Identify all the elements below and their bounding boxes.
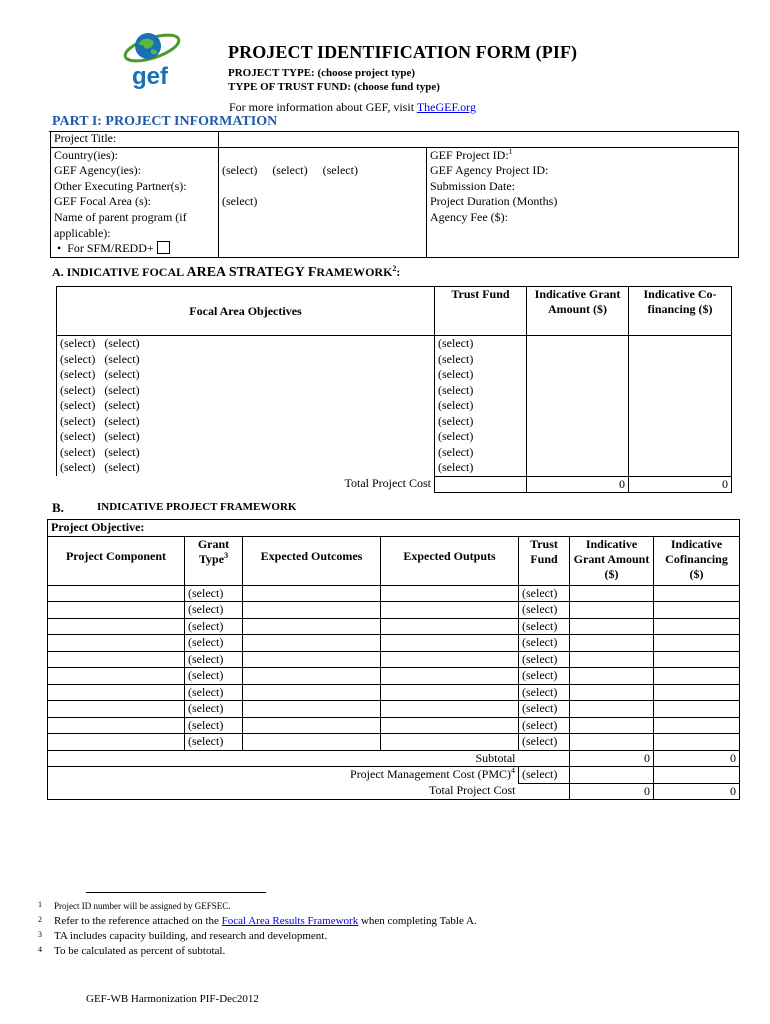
grant-amount-cell[interactable] (570, 734, 654, 751)
trust-fund-header-b: Trust Fund (519, 536, 570, 585)
objective-select[interactable]: (select) (104, 382, 140, 397)
grant-header-b: Indicative Grant Amount ($) (570, 536, 654, 585)
grant-amount-cell[interactable] (527, 352, 629, 368)
grant-type-select[interactable]: (select) (185, 585, 243, 602)
grant-type-select[interactable]: (select) (185, 635, 243, 652)
component-cell[interactable] (48, 734, 185, 751)
total-cost-label-b: Total Project Cost (48, 783, 519, 800)
country-field[interactable] (219, 147, 427, 163)
objective-select[interactable]: (select) (60, 429, 96, 443)
pmc-fund-select[interactable]: (select) (519, 767, 570, 784)
trust-fund-select[interactable]: (select) (519, 668, 570, 685)
total-fund-a (435, 476, 527, 493)
cofinancing-cell[interactable] (654, 701, 740, 718)
objective-select[interactable]: (select) (60, 336, 96, 350)
cofinancing-cell[interactable] (654, 668, 740, 685)
component-cell[interactable] (48, 701, 185, 718)
gef-agency-field (219, 163, 427, 179)
trust-fund-select[interactable]: (select) (435, 445, 527, 461)
grant-type-select[interactable]: (select) (185, 618, 243, 635)
project-objective-label: Project Objective: (48, 520, 740, 537)
sfm-redd-option: • For SFM/REDD+ (54, 241, 215, 257)
focal-area-table (56, 286, 732, 493)
outcomes-cell[interactable] (243, 684, 381, 701)
project-type-label: PROJECT TYPE: (228, 67, 315, 79)
submission-date-label: Submission Date: (427, 179, 739, 195)
cofinancing-cell[interactable] (629, 383, 732, 399)
grant-header-a: Indicative Grant Amount ($) (527, 287, 629, 336)
project-type-select[interactable]: (choose project type) (317, 67, 415, 79)
objective-select[interactable]: (select) (104, 444, 140, 459)
objective-select[interactable]: (select) (60, 367, 96, 381)
outcomes-cell[interactable] (243, 602, 381, 619)
objective-select[interactable]: (select) (104, 460, 140, 474)
outcomes-cell[interactable] (243, 701, 381, 718)
focal-area-results-link[interactable]: Focal Area Results Framework (221, 915, 359, 927)
pmc-cofinancing[interactable] (654, 767, 740, 784)
more-info-text (229, 100, 476, 115)
focal-objectives-header: Focal Area Objectives (57, 287, 435, 336)
agency-fee-label: Agency Fee ($): (427, 210, 739, 258)
footnote-1: 1 Project ID number will be assigned by GEFSEC. (38, 900, 231, 911)
pmc-label: Project Management Cost (PMC)$^4$ (48, 767, 519, 784)
component-cell[interactable] (48, 618, 185, 635)
focal-objective-row (57, 383, 732, 399)
objective-select[interactable]: (select) (104, 398, 140, 412)
project-title-field[interactable] (219, 131, 739, 147)
grant-type-select[interactable]: (select) (185, 668, 243, 685)
project-component-row (48, 684, 740, 701)
cofinancing-cell[interactable] (654, 717, 740, 734)
outcomes-cell[interactable] (243, 585, 381, 602)
outcomes-cell[interactable] (243, 668, 381, 685)
more-info-label: For more information about GEF, visit (229, 100, 417, 114)
outputs-header: Expected Outputs (381, 536, 519, 585)
trust-fund-select[interactable]: (select) (519, 651, 570, 668)
total-grant-a: 0 (527, 476, 629, 493)
outcomes-cell[interactable] (243, 717, 381, 734)
outputs-cell[interactable] (381, 618, 519, 635)
objective-select[interactable]: (select) (104, 429, 140, 443)
outcomes-header: Expected Outcomes (243, 536, 381, 585)
grant-amount-cell[interactable] (570, 668, 654, 685)
objective-select[interactable]: (select) (60, 460, 96, 474)
objective-cell (57, 414, 435, 430)
grant-amount-cell[interactable] (570, 651, 654, 668)
project-duration-label: Project Duration (Months) (427, 194, 739, 210)
cofinancing-cell[interactable] (654, 734, 740, 751)
project-component-row (48, 618, 740, 635)
trust-fund-select[interactable]: (select) (435, 352, 527, 368)
outputs-cell[interactable] (381, 717, 519, 734)
grant-amount-cell[interactable] (570, 701, 654, 718)
grant-type-select[interactable]: (select) (185, 734, 243, 751)
trust-fund-select[interactable]: (select) (435, 429, 527, 445)
objective-cell (57, 352, 435, 368)
page-title: PROJECT IDENTIFICATION FORM (PIF) (228, 42, 578, 62)
focal-objective-row (57, 367, 732, 383)
grant-amount-cell[interactable] (527, 460, 629, 476)
cofinancing-cell[interactable] (629, 352, 732, 368)
agency-select-3[interactable]: (select) (322, 163, 358, 178)
grant-amount-cell[interactable] (527, 398, 629, 414)
agency-select-1[interactable]: (select) (222, 163, 258, 178)
objective-cell (57, 383, 435, 399)
trust-fund-select[interactable]: (select) (519, 734, 570, 751)
objective-select[interactable]: (select) (104, 413, 140, 428)
cofinancing-cell[interactable] (654, 585, 740, 602)
objective-select[interactable]: (select) (60, 444, 96, 459)
total-grant-b: 0 (570, 783, 654, 800)
focal-area-label: GEF Focal Area (s): (51, 194, 219, 210)
project-component-row (48, 651, 740, 668)
objective-select[interactable]: (select) (104, 351, 140, 366)
other-partners-field[interactable] (219, 179, 427, 195)
outputs-cell[interactable] (381, 734, 519, 751)
component-cell[interactable] (48, 635, 185, 652)
outputs-cell[interactable] (381, 668, 519, 685)
grant-amount-cell[interactable] (527, 445, 629, 461)
cofinancing-cell[interactable] (629, 460, 732, 476)
grant-amount-cell[interactable] (527, 336, 629, 352)
grant-amount-cell[interactable] (570, 684, 654, 701)
gef-project-id-label: GEF Project ID:$^1$ (427, 147, 739, 163)
outcomes-cell[interactable] (243, 618, 381, 635)
outcomes-cell[interactable] (243, 734, 381, 751)
cofinancing-cell[interactable] (629, 336, 732, 352)
country-label: Country(ies): (51, 147, 219, 163)
objective-cell (57, 445, 435, 461)
objective-select[interactable]: (select) (60, 398, 96, 412)
outcomes-cell[interactable] (243, 635, 381, 652)
grant-amount-cell[interactable] (527, 414, 629, 430)
component-cell[interactable] (48, 668, 185, 685)
cofinancing-cell[interactable] (654, 684, 740, 701)
agency-select-2[interactable]: (select) (272, 163, 308, 178)
outputs-cell[interactable] (381, 684, 519, 701)
component-header: Project Component (48, 536, 185, 585)
component-cell[interactable] (48, 684, 185, 701)
outputs-cell[interactable] (381, 651, 519, 668)
sfm-redd-checkbox[interactable] (157, 241, 170, 254)
trust-fund-select[interactable]: (select) (435, 367, 527, 383)
gef-logo (118, 26, 184, 94)
project-info-table (50, 131, 739, 258)
objective-cell (57, 429, 435, 445)
project-component-row (48, 635, 740, 652)
trust-fund-select[interactable]: (select) (519, 602, 570, 619)
objective-select[interactable]: (select) (60, 382, 96, 397)
trust-fund-header-a: Trust Fund (435, 287, 527, 336)
project-component-row (48, 585, 740, 602)
grant-amount-cell[interactable] (570, 717, 654, 734)
trust-fund-select[interactable]: (select) (435, 414, 527, 430)
focal-objective-row (57, 336, 732, 352)
project-component-row (48, 701, 740, 718)
grant-type-select[interactable]: (select) (185, 684, 243, 701)
svg-text:gef: gef (132, 63, 168, 90)
trust-fund-line (228, 81, 440, 93)
component-cell[interactable] (48, 585, 185, 602)
outputs-cell[interactable] (381, 585, 519, 602)
trust-fund-select[interactable]: (select) (519, 717, 570, 734)
focal-objective-row (57, 445, 732, 461)
trust-fund-select[interactable]: (select) (519, 618, 570, 635)
objective-select[interactable]: (select) (104, 367, 140, 381)
grant-amount-cell[interactable] (527, 383, 629, 399)
project-component-row (48, 602, 740, 619)
objective-select[interactable]: (select) (104, 336, 140, 350)
grant-amount-cell[interactable] (527, 429, 629, 445)
grant-amount-cell[interactable] (570, 585, 654, 602)
subtotal-cofinancing: 0 (654, 750, 740, 767)
subtotal-label: Subtotal (48, 750, 519, 767)
objective-cell (57, 460, 435, 476)
trust-fund-select[interactable]: (select) (519, 701, 570, 718)
grant-type-header: Grant Type$^3$ (185, 536, 243, 585)
trust-fund-select[interactable]: (select) (519, 585, 570, 602)
cofinancing-cell[interactable] (629, 445, 732, 461)
cofinancing-header-a: Indicative Co-financing ($) (629, 287, 732, 336)
trust-fund-select[interactable]: (select) (435, 398, 527, 414)
project-component-row (48, 734, 740, 751)
cofinancing-cell[interactable] (654, 651, 740, 668)
objective-cell (57, 398, 435, 414)
grant-amount-cell[interactable] (570, 602, 654, 619)
cofinancing-cell[interactable] (654, 635, 740, 652)
outputs-cell[interactable] (381, 602, 519, 619)
total-cost-label-a: Total Project Cost (344, 476, 431, 490)
objective-select[interactable]: (select) (60, 351, 96, 366)
focal-objective-row (57, 460, 732, 476)
section-a-heading: A. INDICATIVE FOCAL AREA STRATEGY FRAMEWORK$^2$: (52, 264, 401, 280)
section-b-title: INDICATIVE PROJECT FRAMEWORK (97, 501, 297, 513)
cofinancing-cell[interactable] (654, 602, 740, 619)
grant-type-select[interactable]: (select) (185, 651, 243, 668)
footnote-3: 3 TA includes capacity building, and research and development. (38, 930, 328, 942)
gef-agency-project-id-label: GEF Agency Project ID: (427, 163, 739, 179)
section-b-letter: B. (52, 500, 64, 515)
trust-fund-select[interactable]: (select) (519, 635, 570, 652)
footnote-divider (86, 892, 266, 893)
page-footer: GEF-WB Harmonization PIF-Dec2012 (86, 993, 259, 1005)
outcomes-cell[interactable] (243, 651, 381, 668)
total-fund-b (519, 783, 570, 800)
project-type-line (228, 67, 415, 79)
footnote-2: 2 Refer to the reference attached on the Focal Area Results Framework when completing Table A. (38, 915, 477, 927)
component-cell[interactable] (48, 717, 185, 734)
focal-objective-row (57, 429, 732, 445)
objective-cell (57, 336, 435, 352)
trust-fund-select[interactable]: (choose fund type) (353, 81, 440, 93)
total-cofinancing-a: 0 (629, 476, 732, 493)
objective-cell (57, 367, 435, 383)
total-cofinancing-b: 0 (654, 783, 740, 800)
project-title-label: Project Title: (51, 131, 219, 147)
trust-fund-select[interactable]: (select) (435, 460, 527, 476)
cofinancing-cell[interactable] (654, 618, 740, 635)
grant-amount-cell[interactable] (570, 635, 654, 652)
other-partners-label: Other Executing Partner(s): (51, 179, 219, 195)
trust-fund-select[interactable]: (select) (435, 383, 527, 399)
project-component-row (48, 717, 740, 734)
grant-type-select[interactable]: (select) (185, 717, 243, 734)
component-cell[interactable] (48, 651, 185, 668)
grant-type-select[interactable]: (select) (185, 602, 243, 619)
trust-fund-select[interactable]: (select) (435, 336, 527, 352)
parent-program-label: Name of parent program (if applicable): • For SFM/REDD+ (51, 210, 219, 258)
footnote-4: 4 To be calculated as percent of subtotal. (38, 945, 226, 957)
subtotal-fund (519, 750, 570, 767)
cofinancing-cell[interactable] (629, 429, 732, 445)
subtotal-grant: 0 (570, 750, 654, 767)
part1-heading: PART I: PROJECT INFORMATION (52, 114, 278, 129)
pmc-grant[interactable] (570, 767, 654, 784)
focal-objective-row (57, 398, 732, 414)
gef-agency-label: GEF Agency(ies): (51, 163, 219, 179)
objective-select[interactable]: (select) (60, 413, 96, 428)
trust-fund-select[interactable]: (select) (519, 684, 570, 701)
outputs-cell[interactable] (381, 701, 519, 718)
project-component-row (48, 668, 740, 685)
component-cell[interactable] (48, 602, 185, 619)
focal-objective-row (57, 414, 732, 430)
grant-amount-cell[interactable] (527, 367, 629, 383)
grant-amount-cell[interactable] (570, 618, 654, 635)
cofinancing-header-b: Indicative Cofinancing ($) (654, 536, 740, 585)
grant-type-select[interactable]: (select) (185, 701, 243, 718)
project-framework-table (47, 519, 740, 800)
parent-program-field[interactable] (219, 210, 427, 258)
outputs-cell[interactable] (381, 635, 519, 652)
cofinancing-cell[interactable] (629, 414, 732, 430)
focal-area-select[interactable]: (select) (219, 194, 427, 210)
thegef-link[interactable]: TheGEF.org (416, 100, 476, 114)
cofinancing-cell[interactable] (629, 367, 732, 383)
cofinancing-cell[interactable] (629, 398, 732, 414)
focal-objective-row (57, 352, 732, 368)
trust-fund-label: TYPE OF TRUST FUND: (228, 81, 351, 93)
